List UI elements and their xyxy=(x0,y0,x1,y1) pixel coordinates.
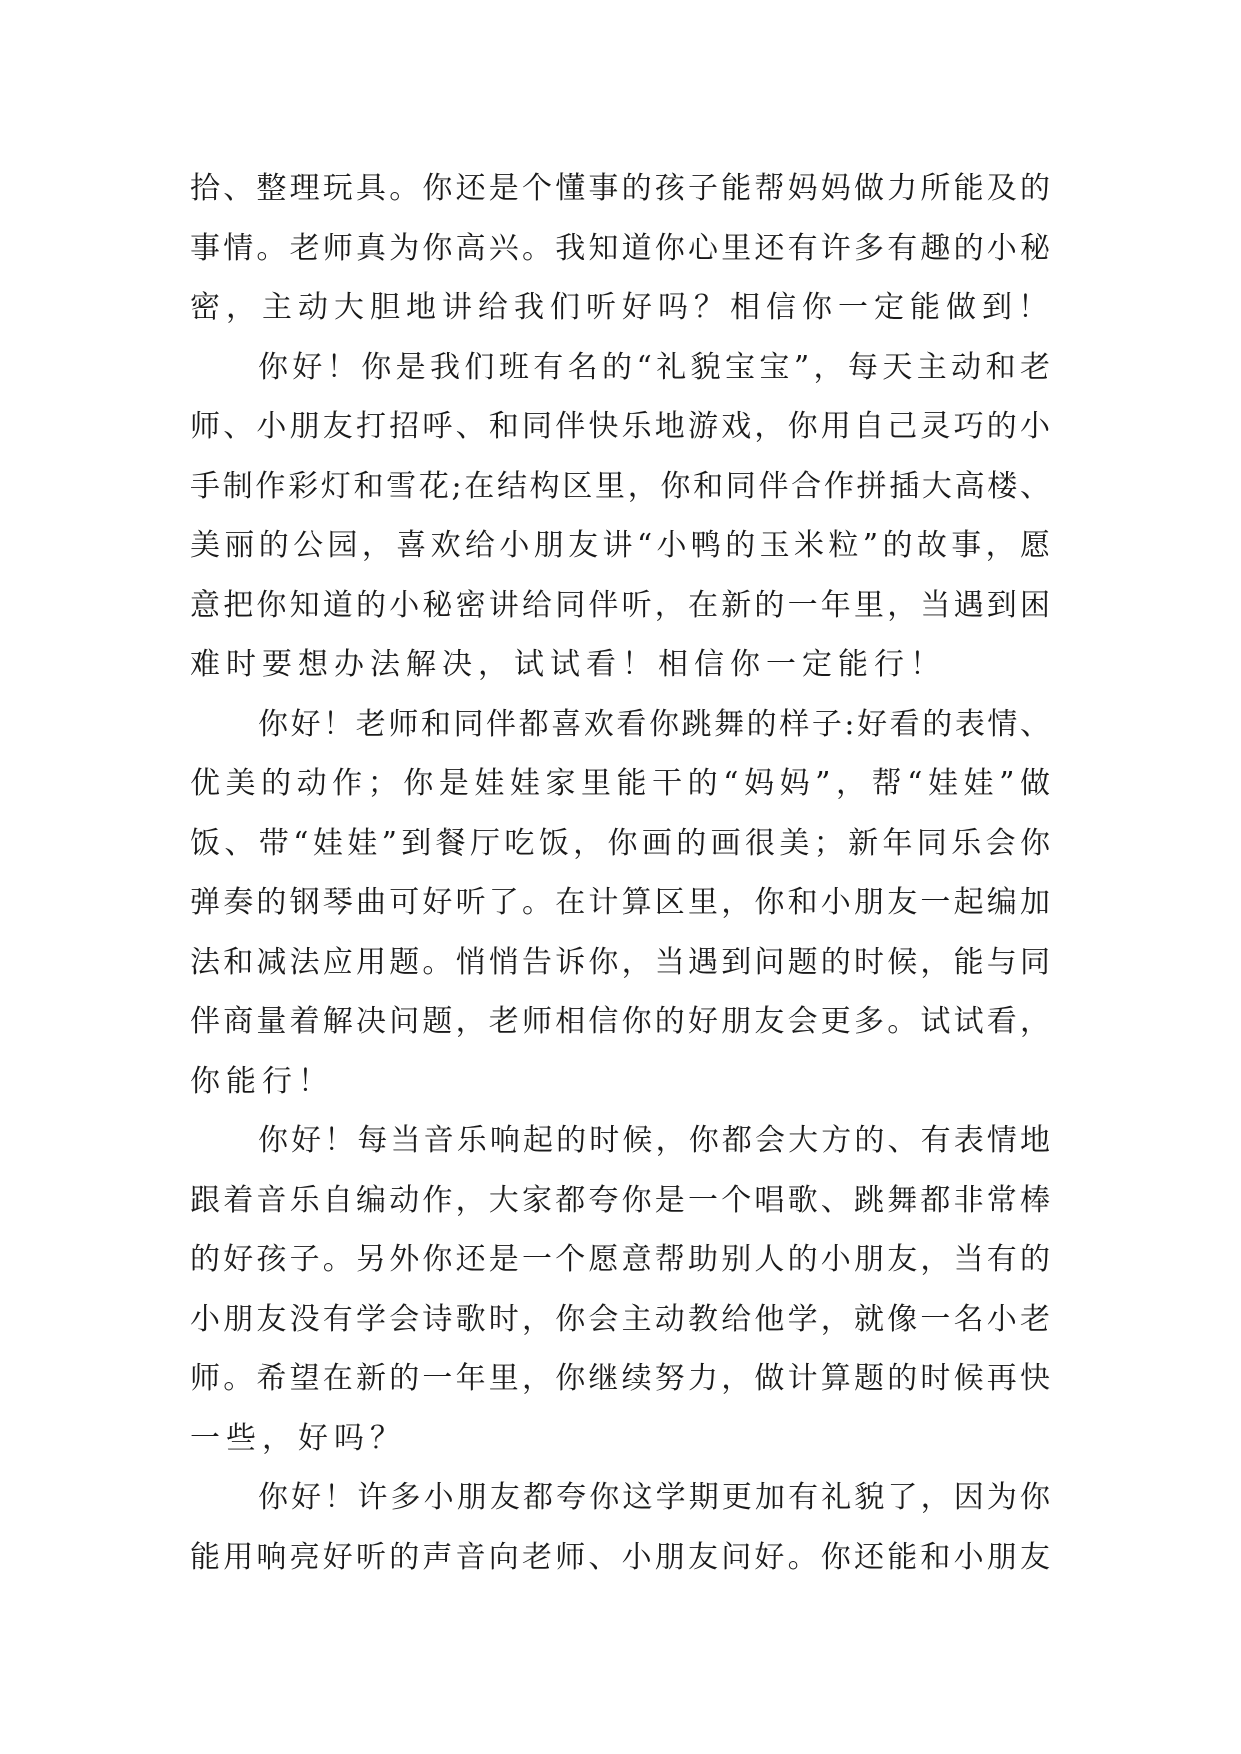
text-line: 伴商量着解决问题，老师相信你的好朋友会更多。试试看， xyxy=(190,1004,1050,1039)
text-line: 你好！老师和同伴都喜欢看你跳舞的样子:好看的表情、 xyxy=(258,706,1050,742)
document-body xyxy=(190,159,1054,1587)
text-line: 的好孩子。另外你还是一个愿意帮助别人的小朋友，当有的 xyxy=(190,1242,1050,1277)
text-line: 拾、整理玩具。你还是个懂事的孩子能帮妈妈做力所能及的 xyxy=(190,171,1050,206)
text-line: 意把你知道的小秘密讲给同伴听，在新的一年里，当遇到困 xyxy=(190,587,1050,623)
paragraph-4 xyxy=(190,1111,1050,1468)
text-line: 跟着音乐自编动作，大家都夸你是一个唱歌、跳舞都非常棒 xyxy=(190,1182,1050,1218)
text-line: 师、小朋友打招呼、和同伴快乐地游戏，你用自己灵巧的小 xyxy=(190,409,1050,444)
text-line: 师。希望在新的一年里，你继续努力，做计算题的时候再快 xyxy=(190,1361,1050,1396)
paragraph-2 xyxy=(190,338,1050,695)
text-line: 手制作彩灯和雪花;在结构区里，你和同伴合作拼插大高楼、 xyxy=(190,468,1050,504)
text-line: 饭、带“娃娃”到餐厅吃饭，你画的画很美；新年同乐会你 xyxy=(190,825,1050,861)
paragraph-3 xyxy=(190,695,1050,1112)
paragraph-1 xyxy=(190,159,1054,338)
text-line: 优美的动作；你是娃娃家里能干的“妈妈”，帮“娃娃”做 xyxy=(190,766,1050,801)
text-line: 能用响亮好听的声音向老师、小朋友问好。你还能和小朋友 xyxy=(190,1539,1050,1575)
text-line: 你好！许多小朋友都夸你这学期更加有礼貌了，因为你 xyxy=(258,1480,1050,1515)
paragraph-5 xyxy=(190,1468,1050,1587)
text-line: 你能行！ xyxy=(190,1063,334,1099)
text-line: 你好！你是我们班有名的“礼貌宝宝”，每天主动和老 xyxy=(258,349,1050,385)
text-line: 你好！每当音乐响起的时候，你都会大方的、有表情地 xyxy=(258,1123,1050,1158)
text-line: 小朋友没有学会诗歌时，你会主动教给他学，就像一名小老 xyxy=(190,1301,1050,1337)
text-line: 一些，好吗？ xyxy=(190,1420,406,1456)
text-line: 美丽的公园，喜欢给小朋友讲“小鸭的玉米粒”的故事，愿 xyxy=(190,528,1050,563)
text-line: 弹奏的钢琴曲可好听了。在计算区里，你和小朋友一起编加 xyxy=(190,885,1050,920)
text-line: 难时要想办法解决，试试看！相信你一定能行！ xyxy=(190,647,946,682)
text-line: 事情。老师真为你高兴。我知道你心里还有许多有趣的小秘 xyxy=(190,230,1050,266)
text-line: 密，主动大胆地讲给我们听好吗？相信你一定能做到！ xyxy=(190,290,1054,325)
text-line: 法和减法应用题。悄悄告诉你，当遇到问题的时候，能与同 xyxy=(190,944,1050,980)
